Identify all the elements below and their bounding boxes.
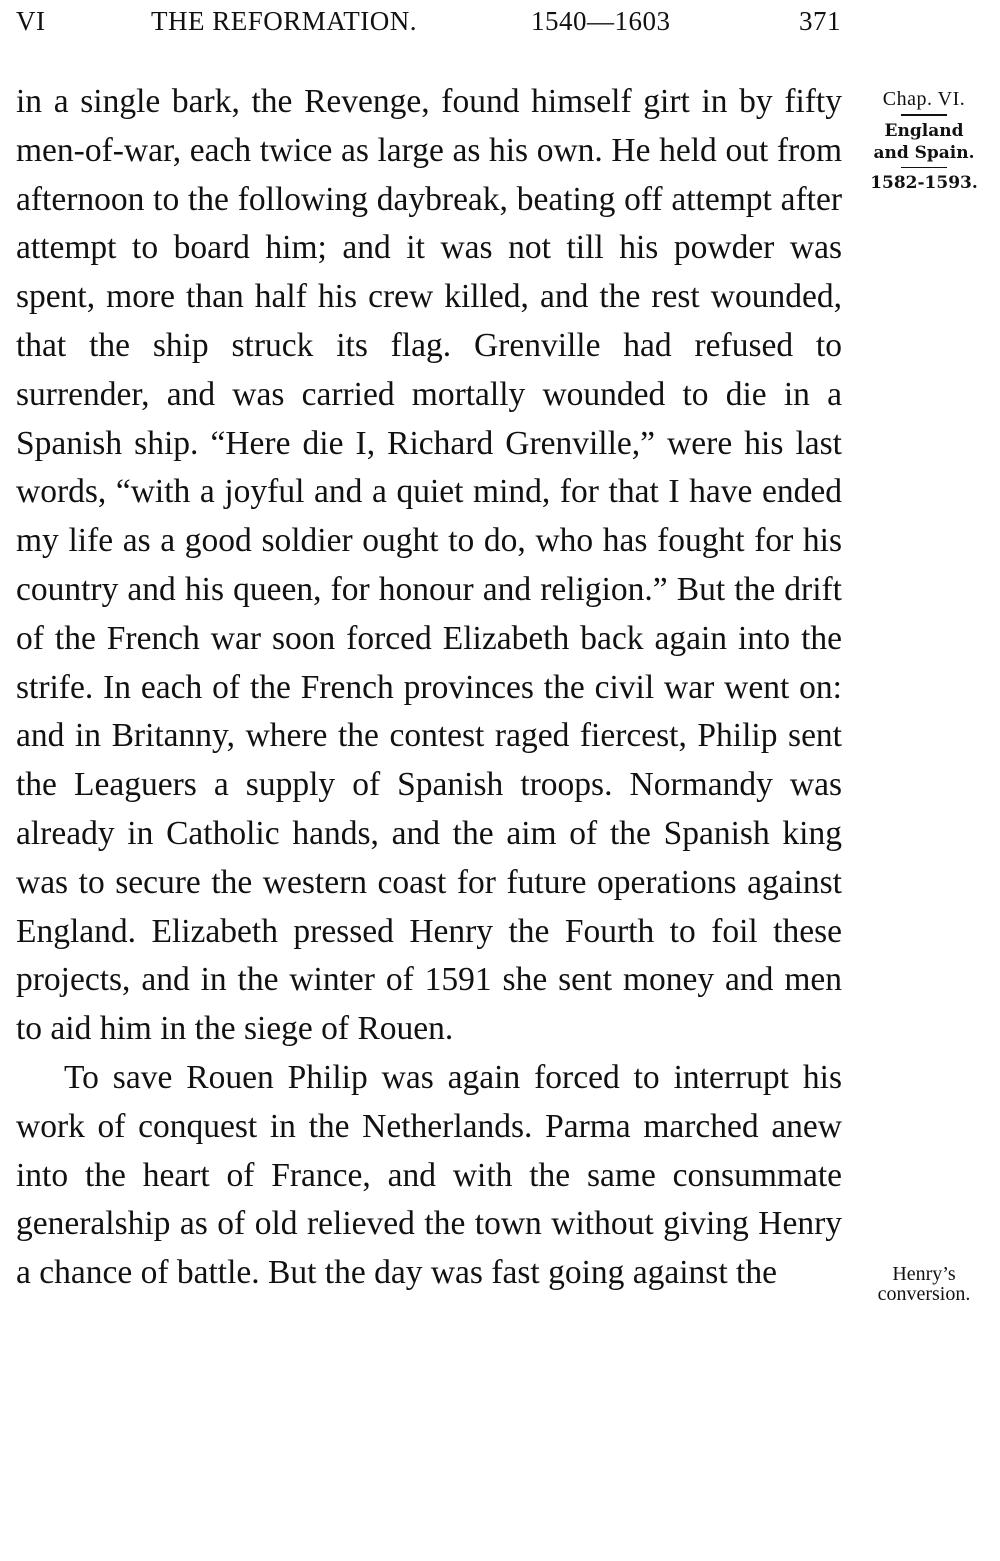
main-text	[16, 78, 842, 1298]
marginal-note-line-2: conversion.	[877, 1283, 971, 1305]
marginal-note-chapter	[856, 87, 992, 194]
chapter-number: VI	[16, 6, 46, 36]
marginal-note-conversion	[856, 1264, 992, 1304]
marginal-years: 1582-1593.	[870, 173, 978, 193]
marginal-topic-line-1: England	[884, 120, 964, 141]
marginal-rule	[901, 114, 947, 116]
running-head	[16, 6, 841, 42]
marginal-topic-line-2: and Spain.	[873, 142, 975, 163]
page-number: 371	[799, 6, 841, 36]
paragraph-1: in a single bark, the Revenge, found himself girt in by fifty men-of-war, each twice as large as his own. He held out from afternoon to the following daybreak, beating off attempt after attempt to board him; and it was not till his powder was spent, more than half his crew killed, and the rest wounded, that the ship struck its flag. Grenville had refused to surrender, and was carried mortally wounded to die in a Spanish ship. “Here die I, Richard Grenville,” were his last words, “with a joyful and a quiet mind, for that I have ended my life as a good soldier ought to do, who has fought for his country and his queen, for honour and religion.” But the drift of the French war soon forced Elizabeth back again into the strife. In each of the French provinces the civil war went on: and in Britanny, where the contest raged fiercest, Philip sent the Leaguers a supply of Spanish troops. Normandy was already in Catholic hands, and the aim of the Spanish king was to secure the western coast for future operations against England. Elizabeth pressed Henry the Fourth to foil these projects, and in the winter of 1591 she sent money and men to aid him in the siege of Rouen.	[16, 83, 842, 1048]
running-dates: 1540—1603	[531, 6, 671, 36]
running-title: THE REFORMATION.	[151, 6, 418, 36]
marginal-chapter-label: Chap. VI.	[882, 88, 966, 110]
paragraph-2: To save Rouen Philip was again forced to interrupt his work of conquest in the Netherlands. Parma marched anew into the heart of France, and with the same consummate generalship as of old relieved the town without giving Henry a chance of battle. But the day was fast going against the	[16, 1058, 842, 1292]
marginal-note-line-1: Henry’s	[892, 1263, 956, 1285]
marginal-rule	[901, 167, 947, 169]
